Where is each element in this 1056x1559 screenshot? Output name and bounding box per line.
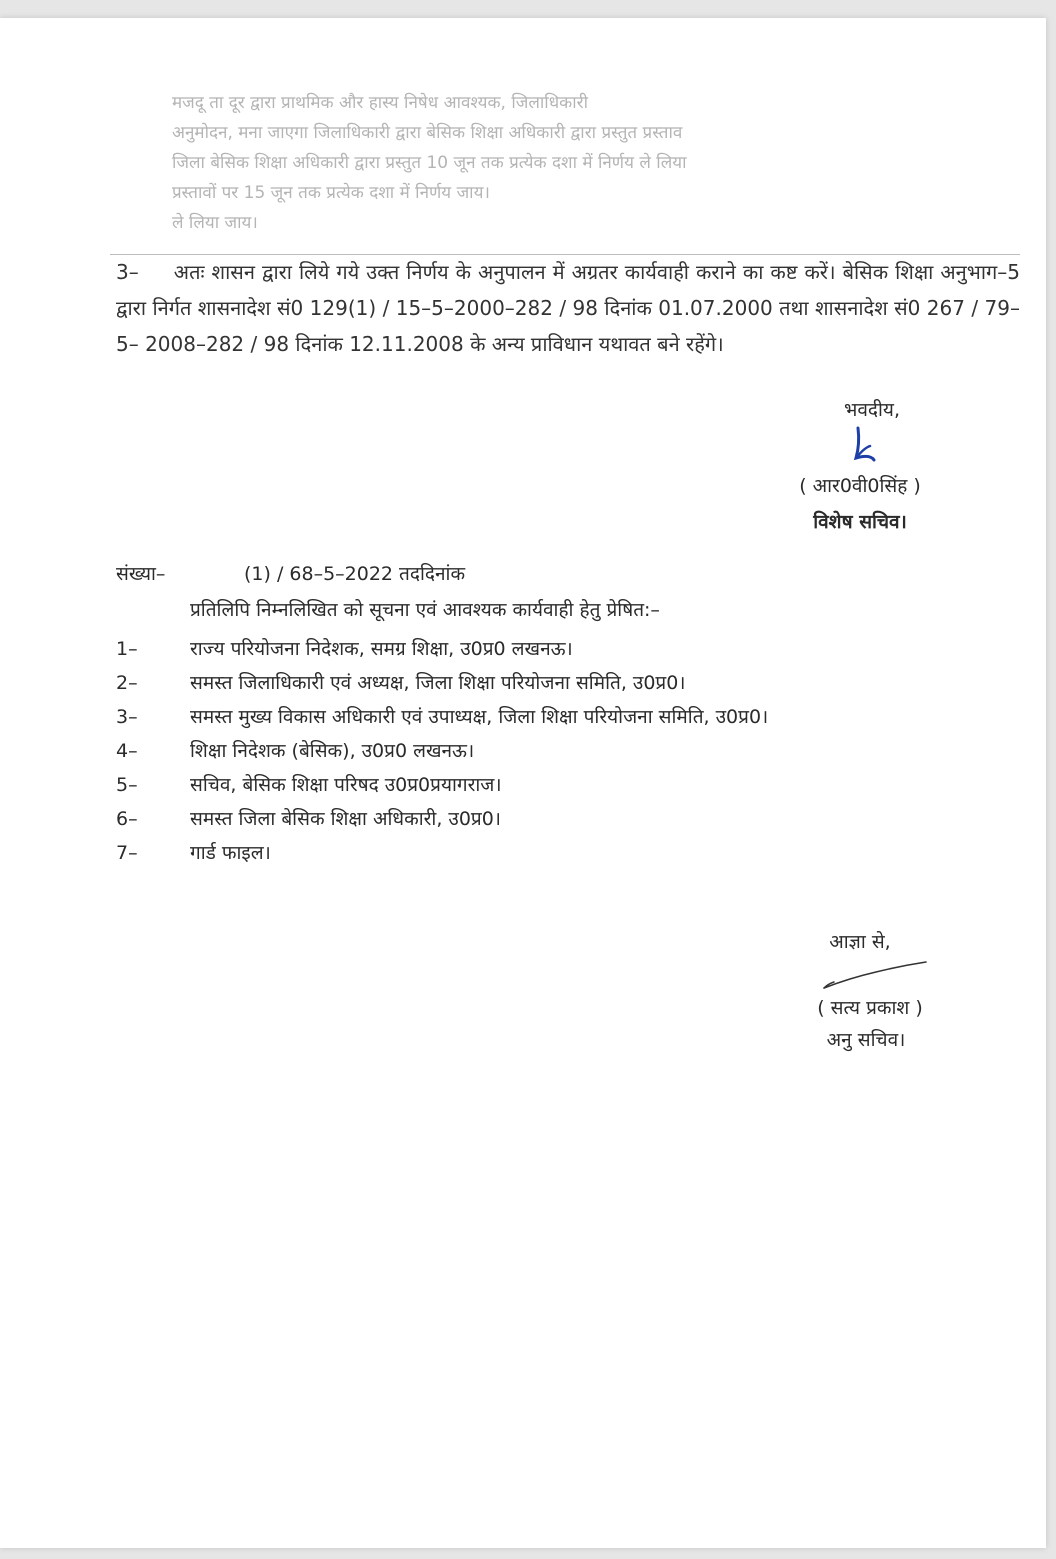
list-item [116,768,1024,802]
list-text: समस्त जिला बेसिक शिक्षा अधिकारी, उ0प्र0। [190,808,502,830]
signature-scribble [810,954,930,994]
closing-text: भवदीय, [844,399,900,421]
reference-value: (1) / 68–5–2022 तददिनांक [244,563,466,585]
list-number: 2– [116,672,138,694]
list-item [116,802,1024,836]
faded-line: प्रस्तावों पर 15 जून तक प्रत्येक दशा में निर्णय जाय। [172,183,490,203]
list-number: 6– [116,808,138,830]
signature-scribble [830,424,890,466]
reference-number [116,560,465,586]
paragraph-number: 3– [116,260,139,284]
signature-block-2 [780,928,960,1052]
list-item [116,734,1024,768]
document-page [0,18,1046,1548]
list-number: 3– [116,706,138,728]
list-text: समस्त जिलाधिकारी एवं अध्यक्ष, जिला शिक्षा परियोजना समिति, उ0प्र0। [190,672,686,694]
list-item [116,700,1024,734]
list-number: 1– [116,638,138,660]
list-text: शिक्षा निदेशक (बेसिक), उ0प्र0 लखनऊ। [190,740,475,762]
paragraph-3 [116,254,1020,362]
closing-text: आज्ञा से, [829,931,891,953]
copy-list [116,632,1024,870]
faded-line: ले लिया जाय। [172,213,258,233]
list-text: समस्त मुख्य विकास अधिकारी एवं उपाध्यक्ष, जिला शिक्षा परियोजना समिति, उ0प्र0। [190,706,769,728]
list-text: गार्ड फाइल। [190,842,271,864]
list-number: 4– [116,740,138,762]
list-item [116,666,1024,700]
list-text: राज्य परियोजना निदेशक, समग्र शिक्षा, उ0प्र0 लखनऊ। [190,638,573,660]
faded-table-text [172,88,686,238]
faded-line: जिला बेसिक शिक्षा अधिकारी द्वारा प्रस्तुत 10 जून तक प्रत्येक दशा में निर्णय ले लिया [172,153,687,173]
list-text: सचिव, बेसिक शिक्षा परिषद उ0प्र0प्रयागराज। [190,774,502,796]
signatory-designation: अनु सचिव। [826,1029,906,1051]
signatory-designation: विशेष सचिव। [813,511,907,533]
list-item [116,836,1024,870]
list-number: 5– [116,774,138,796]
reference-label: संख्या– [116,563,166,585]
list-item [116,632,1024,666]
signatory-name: ( आर0वी0सिंह ) [799,475,921,497]
paragraph-text: अतः शासन द्वारा लिये गये उक्त निर्णय के अनुपालन में अग्रतर कार्यवाही कराने का कष्ट करें। बेसिक शिक्षा अनुभाग–5 द्वारा निर्गत शासनादेश सं0 129(1) / 15–5–2000–282 / 98 दिनांक 01.07.2000 तथा शासनादेश सं0 267 / 79– 5– 2008–282 / 98 दिनांक 12.11.2008 के अन्य प्राविधान यथावत बने रहेंगे। [116,260,1020,356]
signatory-name: ( सत्य प्रकाश ) [817,997,923,1019]
list-number: 7– [116,842,138,864]
faded-line: अनुमोदन, मना जाएगा जिलाधिकारी द्वारा बेसिक शिक्षा अधिकारी द्वारा प्रस्तुत प्रस्ताव [172,123,683,143]
faded-line: मजदू ता दूर द्वारा प्राथमिक और हास्य निषेध आवश्यक, जिलाधिकारी [172,93,588,113]
signature-block-1 [770,396,950,534]
copy-intro: प्रतिलिपि निम्नलिखित को सूचना एवं आवश्यक कार्यवाही हेतु प्रेषित:– [190,599,660,621]
